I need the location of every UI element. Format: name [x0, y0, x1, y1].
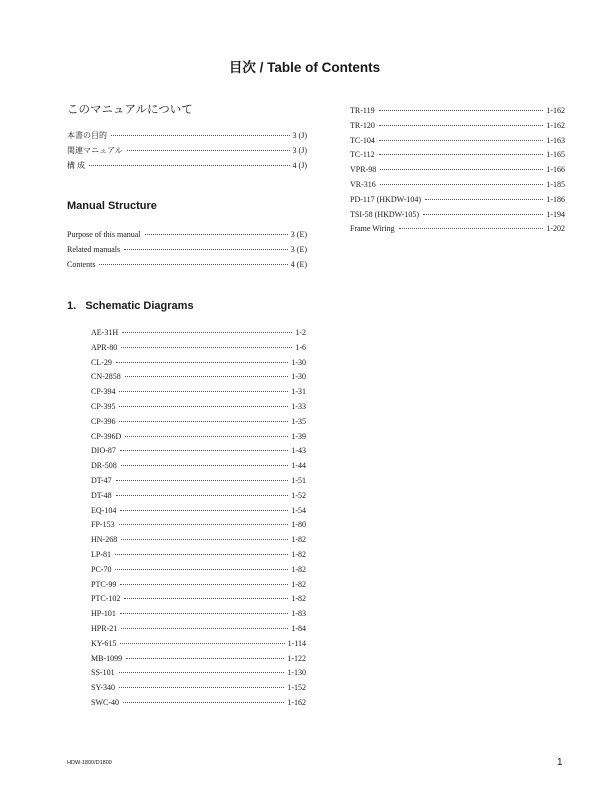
- entry-page: 1-35: [291, 416, 306, 426]
- toc-entry[interactable]: [91, 370, 306, 385]
- entry-name: HN-268: [91, 535, 118, 545]
- toc-entry[interactable]: [91, 563, 306, 578]
- entry-page: 1-162: [546, 120, 565, 130]
- toc-entry[interactable]: [91, 356, 306, 371]
- entry-name: HP-101: [91, 609, 116, 619]
- about-heading: このマニュアルについて: [67, 104, 193, 116]
- toc-entry[interactable]: [91, 489, 306, 504]
- toc-entry[interactable]: [350, 134, 565, 149]
- footer-model: HDW-1800/D1800: [67, 760, 112, 766]
- dot-leader: [121, 539, 288, 540]
- toc-entry[interactable]: [91, 622, 306, 637]
- toc-entry[interactable]: [91, 415, 306, 430]
- entry-name: DT-48: [91, 490, 112, 500]
- footer-page-number: 1: [557, 757, 563, 768]
- entry-page: 1-82: [291, 564, 306, 574]
- toc-entry[interactable]: [91, 504, 306, 519]
- dot-leader: [124, 598, 288, 599]
- page-title: 目次 / Table of Contents: [228, 60, 381, 75]
- entry-page: 1-122: [287, 653, 306, 663]
- entry-page: 1-84: [291, 623, 306, 633]
- dot-leader: [119, 421, 288, 422]
- entry-page: 1-130: [287, 668, 306, 678]
- dot-leader: [379, 140, 543, 141]
- about-list: [67, 129, 307, 173]
- toc-entry[interactable]: [91, 548, 306, 563]
- toc-entry[interactable]: [350, 222, 565, 237]
- entry-name: PTC-102: [91, 594, 121, 604]
- toc-entry[interactable]: [91, 578, 306, 593]
- toc-entry[interactable]: [91, 444, 306, 459]
- entry-page: 1-6: [295, 342, 306, 352]
- entry-page: 1-82: [291, 594, 306, 604]
- entry-page: 1-186: [546, 194, 565, 204]
- entry-page: 1-82: [291, 549, 306, 559]
- entry-name: TC-104: [350, 135, 375, 145]
- entry-name: PD-117 (HKDW-104): [350, 194, 422, 204]
- dot-leader: [423, 214, 543, 215]
- entry-page: 1-52: [291, 490, 306, 500]
- entry-page: 1-82: [291, 579, 306, 589]
- entry-name: KY-615: [91, 638, 117, 648]
- toc-entry[interactable]: Related manuals 3 (E): [67, 244, 307, 254]
- toc-entry[interactable]: [91, 666, 306, 681]
- entry-name: CP-396D: [91, 431, 122, 441]
- entry-name: Frame Wiring: [350, 224, 395, 234]
- dot-leader: [425, 199, 543, 200]
- toc-entry[interactable]: [91, 533, 306, 548]
- entry-name: EQ-104: [91, 505, 117, 515]
- entry-page: 1-152: [287, 683, 306, 693]
- dot-leader: [116, 362, 288, 363]
- entry-page: 1-44: [291, 461, 306, 471]
- entry-page: 1-30: [291, 357, 306, 367]
- toc-entry[interactable]: 関連マニュアル 3 (J): [67, 145, 307, 155]
- toc-entry[interactable]: [91, 341, 306, 356]
- dot-leader: [121, 465, 289, 466]
- entry-name: TC-112: [350, 150, 375, 160]
- toc-entry[interactable]: [91, 474, 306, 489]
- entry-page: 1-51: [291, 475, 306, 485]
- entry-name: HPR-21: [91, 623, 118, 633]
- dot-leader: [122, 332, 292, 333]
- dot-leader: [119, 672, 285, 673]
- manual-structure-heading: Manual Structure: [67, 200, 157, 212]
- dot-leader: [119, 406, 288, 407]
- toc-entry[interactable]: Purpose of this manual 3 (E): [67, 230, 307, 239]
- entry-name: LP-81: [91, 549, 111, 559]
- dot-leader: [119, 524, 289, 525]
- entry-page: 1-39: [291, 431, 306, 441]
- entry-name: CN-2858: [91, 372, 121, 382]
- dot-leader: [121, 628, 288, 629]
- entry-name: DT-47: [91, 475, 112, 485]
- schematic-heading: 1. Schematic Diagrams: [67, 300, 194, 312]
- toc-entry[interactable]: [350, 163, 565, 178]
- toc-entry[interactable]: 本書の目的 3 (J): [67, 131, 307, 140]
- entry-page: 1-162: [287, 697, 306, 707]
- entry-name: SS-101: [91, 668, 115, 678]
- dot-leader: [126, 658, 284, 659]
- entry-page: 1-31: [291, 387, 306, 397]
- dot-leader: [379, 110, 544, 111]
- toc-entry[interactable]: [91, 652, 306, 667]
- toc-entry[interactable]: [91, 681, 306, 696]
- dot-leader: [121, 347, 292, 348]
- entry-page: 1-202: [546, 224, 565, 234]
- dot-leader: [379, 125, 543, 126]
- entry-page: 1-165: [546, 150, 565, 160]
- entry-name: CP-394: [91, 387, 116, 397]
- dot-leader: [120, 584, 288, 585]
- toc-entry[interactable]: [91, 326, 306, 341]
- entry-page: 1-162: [546, 106, 565, 115]
- toc-entry[interactable]: [91, 607, 306, 622]
- dot-leader: [120, 643, 284, 644]
- dot-leader: [116, 495, 289, 496]
- toc-entry[interactable]: [350, 148, 565, 163]
- entry-page: 1-82: [291, 535, 306, 545]
- toc-entry[interactable]: [91, 459, 306, 474]
- dot-leader: [380, 184, 544, 185]
- entry-page: 1-163: [546, 135, 565, 145]
- toc-entry[interactable]: [350, 119, 565, 134]
- entry-page: 1-83: [291, 609, 306, 619]
- entry-name: VPR-98: [350, 165, 377, 175]
- toc-entry[interactable]: [91, 696, 306, 711]
- toc-entry[interactable]: [91, 592, 306, 607]
- dot-leader: [115, 554, 288, 555]
- entry-page: 1-30: [291, 372, 306, 382]
- dot-leader: [125, 436, 288, 437]
- entry-name: DR-508: [91, 461, 117, 471]
- dot-leader: [119, 687, 284, 688]
- entry-name: CL-29: [91, 357, 112, 367]
- toc-entry[interactable]: Contents 4 (E): [67, 259, 307, 269]
- toc-entry[interactable]: [350, 178, 565, 193]
- entry-name: PC-70: [91, 564, 112, 574]
- dot-leader: [399, 228, 544, 229]
- entry-name: SWC-40: [91, 697, 119, 707]
- entry-page: 1-194: [546, 209, 565, 219]
- entry-page: 1-33: [291, 401, 306, 411]
- toc-entry[interactable]: [350, 208, 565, 223]
- toc-entry[interactable]: [91, 400, 306, 415]
- dot-leader: [120, 450, 288, 451]
- entry-name: AE-31H: [91, 328, 119, 337]
- entry-name: CP-395: [91, 401, 116, 411]
- dot-leader: [120, 510, 288, 511]
- dot-leader: [119, 391, 288, 392]
- entry-name: TSI-58 (HKDW-105): [350, 209, 420, 219]
- manual-structure-list: [67, 228, 307, 272]
- toc-entry[interactable]: [350, 104, 565, 119]
- entry-name: VR-316: [350, 179, 376, 189]
- entry-name: TR-120: [350, 120, 375, 130]
- entry-page: 1-185: [546, 179, 565, 189]
- toc-entry[interactable]: [91, 430, 306, 445]
- entry-name: CP-396: [91, 416, 116, 426]
- dot-leader: [380, 169, 543, 170]
- dot-leader: [115, 569, 288, 570]
- dot-leader: [379, 154, 544, 155]
- toc-entry[interactable]: [91, 385, 306, 400]
- entry-name: PTC-99: [91, 579, 117, 589]
- entry-name: MB-1099: [91, 653, 123, 663]
- dot-leader: [116, 480, 289, 481]
- entry-page: 1-80: [291, 520, 306, 530]
- toc-entry[interactable]: [91, 518, 306, 533]
- entry-page: 1-2: [295, 328, 306, 337]
- entry-name: SY-340: [91, 683, 116, 693]
- toc-entry[interactable]: [350, 193, 565, 208]
- toc-entry[interactable]: 構 成 4 (J): [67, 160, 307, 170]
- schematic-list: [91, 326, 306, 711]
- dot-leader: [120, 613, 288, 614]
- entry-page: 1-54: [291, 505, 306, 515]
- dot-leader: [123, 702, 284, 703]
- entry-name: TR-119: [350, 106, 375, 115]
- entry-page: 1-114: [287, 638, 306, 648]
- entry-page: 1-43: [291, 446, 306, 456]
- entry-page: 1-166: [546, 165, 565, 175]
- right-column-list: [350, 104, 565, 237]
- entry-name: FP-153: [91, 520, 115, 530]
- entry-name: DIO-87: [91, 446, 116, 456]
- entry-name: APR-80: [91, 342, 118, 352]
- toc-entry[interactable]: [91, 637, 306, 652]
- dot-leader: [125, 376, 289, 377]
